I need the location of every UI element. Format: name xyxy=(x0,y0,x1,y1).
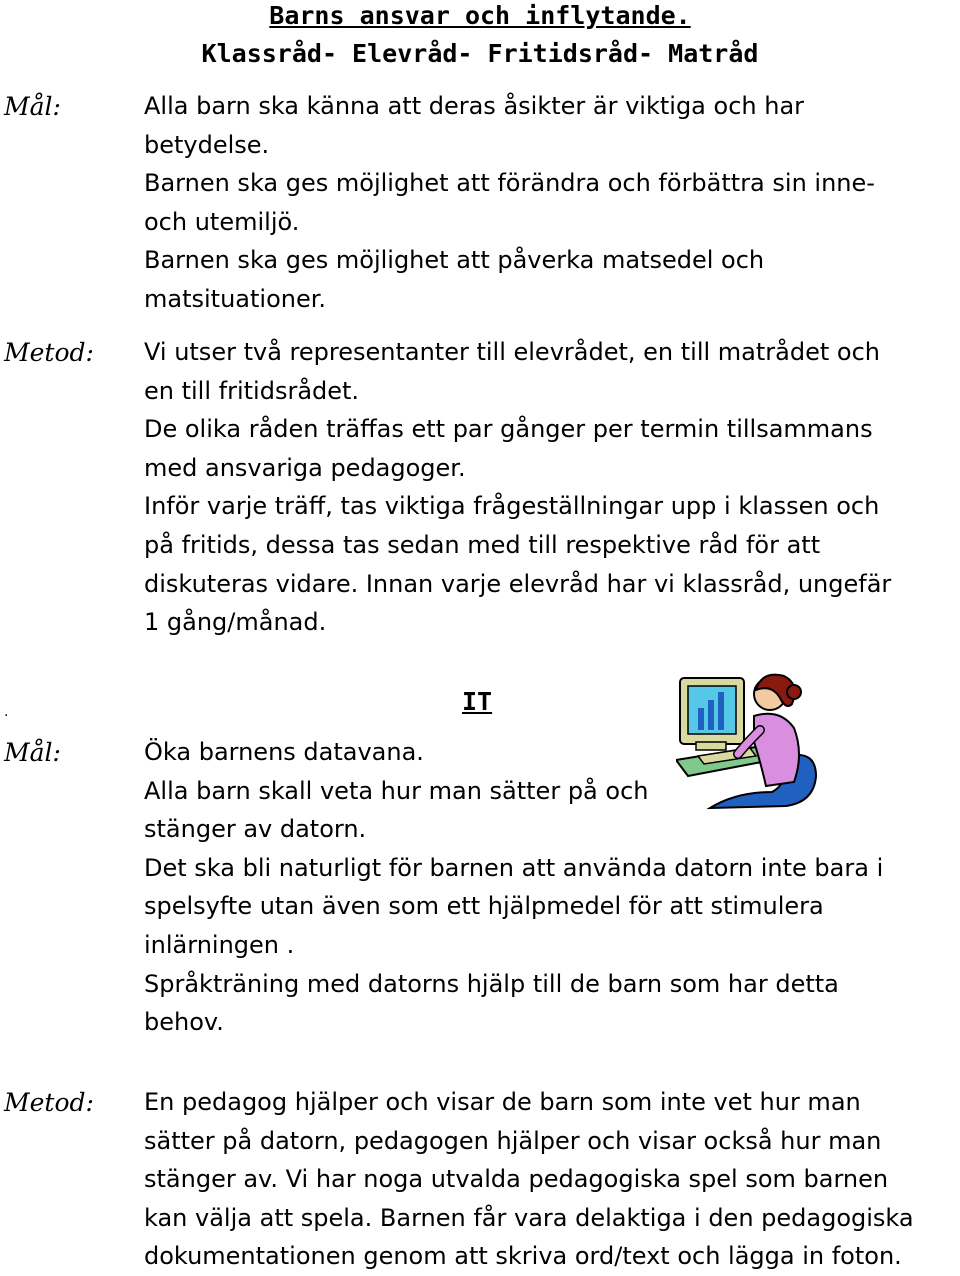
goal-line: Barnen ska ges möjlighet att förändra och förbättra sin inne- xyxy=(144,169,875,198)
goal-line: Alla barn ska känna att deras åsikter är viktiga och har xyxy=(144,92,805,120)
it-goal-line: inlärningen . xyxy=(144,930,295,959)
goal-paragraph xyxy=(144,87,875,319)
it-goal-label: Mål: xyxy=(4,738,61,767)
it-goal-line: Det ska bli naturligt för barnen att använda datorn inte bara i xyxy=(144,853,884,882)
method-paragraph xyxy=(144,333,891,642)
method-line: Vi utser två representanter till elevrådet, en till matrådet och xyxy=(144,338,880,366)
it-goal-line: Alla barn skall veta hur man sätter på och xyxy=(144,776,649,805)
goal-line: och utemiljö. xyxy=(144,207,300,236)
goal-line: Barnen ska ges möjlighet att påverka matsedel och xyxy=(144,246,765,275)
goal-line: matsituationer. xyxy=(144,284,327,313)
method-label: Metod: xyxy=(4,338,94,367)
it-method-paragraph xyxy=(144,1083,914,1276)
it-goal-line: Språkträning med datorns hjälp till de barn som har detta xyxy=(144,969,839,998)
it-method-line: dokumentationen genom att skriva ord/text och lägga in foton. xyxy=(144,1242,902,1271)
it-method-line: stänger av. Vi har noga utvalda pedagogiska spel som barnen xyxy=(144,1165,889,1194)
method-line: med ansvariga pedagoger. xyxy=(144,453,466,482)
method-line: 1 gång/månad. xyxy=(144,608,327,637)
it-method-line: sätter på datorn, pedagogen hjälper och visar också hur man xyxy=(144,1126,882,1155)
method-line: De olika råden träffas ett par gånger per termin tillsammans xyxy=(144,415,873,444)
it-heading: IT xyxy=(462,687,493,716)
method-line: på fritids, dessa tas sedan med till respektive råd för att xyxy=(144,530,821,559)
page-title: Barns ansvar och inflytande. xyxy=(269,1,691,30)
it-method-line: En pedagog hjälper och visar de barn som inte vet hur man xyxy=(144,1088,861,1116)
it-goal-line: Öka barnens datavana. xyxy=(144,738,424,766)
method-line: en till fritidsrådet. xyxy=(144,376,360,405)
it-method-label: Metod: xyxy=(4,1088,94,1117)
it-method-line: kan välja att spela. Barnen får vara delaktiga i den pedagogiska xyxy=(144,1203,914,1232)
it-goal-line: stänger av datorn. xyxy=(144,815,367,844)
page-subtitle: Klassråd- Elevråd- Fritidsråd- Matråd xyxy=(201,39,759,68)
stray-dot: . xyxy=(4,704,9,720)
method-line: Inför varje träff, tas viktiga frågeställningar upp i klassen och xyxy=(144,492,880,521)
it-goal-line: spelsyfte utan även som ett hjälpmedel för att stimulera xyxy=(144,892,824,921)
method-line: diskuteras vidare. Innan varje elevråd har vi klassråd, ungefär xyxy=(144,569,892,598)
it-goal-paragraph xyxy=(144,733,883,1042)
it-goal-line: behov. xyxy=(144,1008,224,1037)
goal-label: Mål: xyxy=(4,92,61,121)
goal-line: betydelse. xyxy=(144,130,270,159)
